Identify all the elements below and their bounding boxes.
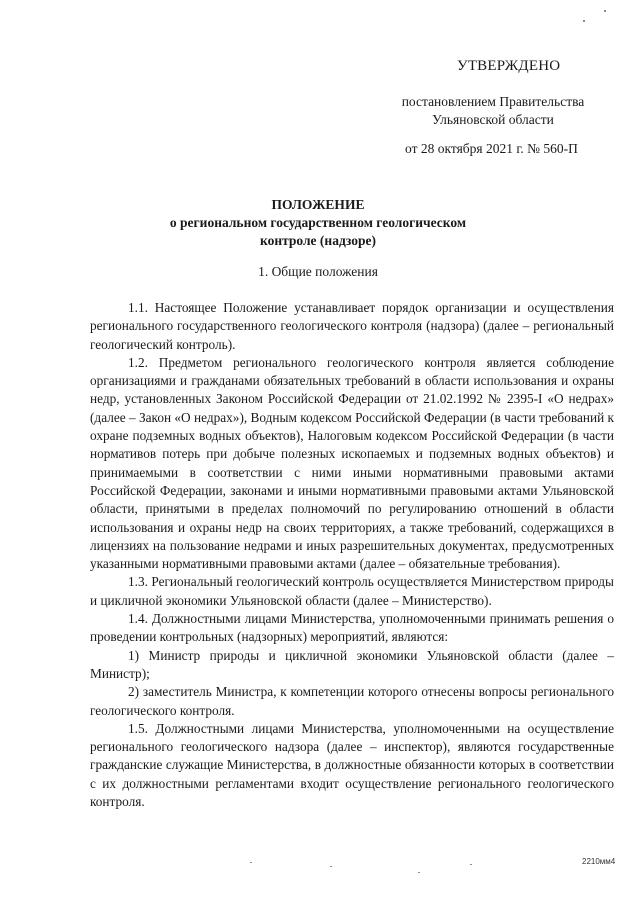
paragraph-1-1: 1.1. Настоящее Положение устанавливает порядок организации и осуществления регионального государственного геологического контроля (надзора) (далее – региональный геологический контроль). — [90, 300, 614, 352]
paragraph-1-5: 1.5. Должностными лицами Министерства, уполномоченными на осуществление регионального геологического надзора (далее – инспектор), являются государственные гражданские служащие Министерства, в должностные обязанности которых в соответствии с их должностными регламентами входит осуществление регионального геологического контроля. — [90, 720, 614, 810]
paragraph-1-3: 1.3. Региональный геологический контроль осуществляется Министерством природы и цикличной экономики Ульяновской области (далее – Министерство). — [90, 574, 614, 608]
paragraph-1-2: 1.2. Предметом регионального геологического контроля является соблюдение организациями и гражданами обязательных требований в области использования и охраны недр, установленных Законом Российской Федерации от 21.02.1992 № 2395-I «О недрах» (далее – Закон «О недрах»), Водным кодексом Российской Федерации (в части требований к охране подземных водных объектов), Налоговым кодексом Российской Федерации (в части нормативов потерь при добыче полезных ископаемых и подземных водных объектов) и принимаемыми в соответствии с ними иными нормативными правовыми актами Российской Федерации, законами и иными нормативными правовыми актами Ульяновской области, принятыми в пределах полномочий по регулированию отношений в области использования и охраны недр на своих территориях, а также требований, содержащихся в лицензиях на пользование недрами и иных разрешительных документах, предусмотренных указанными нормативными правовыми актами (далее – обязательные требования). — [90, 354, 614, 572]
document-code: 2210мм4 — [582, 857, 616, 866]
section-heading: 1. Общие положения — [258, 264, 378, 279]
document-title — [90, 196, 546, 250]
decree-line-2: Ульяновской области — [432, 112, 554, 127]
approval-stamp-heading: УТВЕРЖДЕНО — [457, 58, 561, 74]
scan-speck — [418, 872, 420, 873]
list-item-2: 2) заместитель Министра, к компетенции которого отнесены вопросы регионального геологического контроля. — [90, 684, 614, 718]
scan-speck — [583, 20, 585, 22]
title-line-1: ПОЛОЖЕНИЕ — [271, 197, 365, 212]
decree-line-1: постановлением Правительства — [401, 94, 585, 109]
title-line-2: о региональном государственном геологическом — [169, 215, 467, 230]
scan-speck — [470, 864, 472, 865]
decree-date: от 28 октября 2021 г. № 560-П — [405, 141, 578, 156]
scan-speck — [330, 866, 332, 867]
decree-reference — [380, 93, 606, 129]
list-item-1: 1) Министр природы и цикличной экономики Ульяновской области (далее – Министр); — [90, 647, 614, 681]
title-line-3: контроле (надзоре) — [259, 233, 377, 248]
scan-speck — [604, 10, 606, 12]
paragraph-1-4: 1.4. Должностными лицами Министерства, уполномоченными принимать решения о проведении контрольных (надзорных) мероприятий, являются: — [90, 611, 614, 645]
document-body — [90, 299, 614, 811]
scan-speck — [250, 862, 252, 863]
